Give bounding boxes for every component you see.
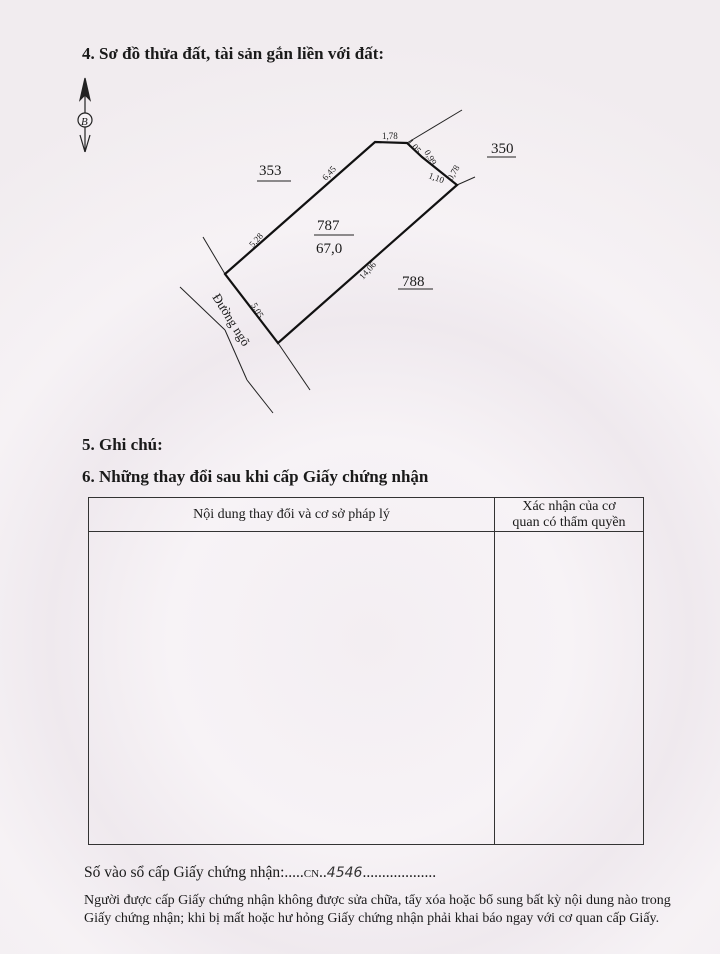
edge-length: 1,10 [427,170,446,186]
column-header-confirmation [495,498,644,532]
neighbor-parcel: 788 [402,274,425,290]
register-label: Số vào sổ cấp Giấy chứng nhận:..... [84,864,304,881]
edge-length: 6,45 [320,163,339,183]
table-row [89,532,644,845]
section-5-title: 5. Ghi chú: [82,435,163,454]
parcel-area: 67,0 [316,241,343,257]
edge-length: 1,78 [382,131,398,141]
edge-length: 14,06 [357,259,379,282]
register-separator: .. [319,864,327,881]
section-6-title: 6. Những thay đổi sau khi cấp Giấy chứng nhận [82,467,429,486]
edge-length: 5,05 [249,301,266,320]
content-cell[interactable] [89,532,495,845]
edge-length: 1,05 [405,136,424,156]
register-dots: ................... [362,864,437,881]
column-header-line: Xác nhận của cơ [522,498,616,514]
parcel-number: 787 [317,218,340,234]
neighbor-parcel: 353 [259,163,282,179]
road-edge-line [247,380,273,413]
north-arrow-icon [78,78,92,152]
edge-length: 0,99 [422,148,439,167]
edge-length: 5,28 [247,230,266,250]
north-label: B [81,116,88,128]
changes-table [88,497,644,845]
parcel-diagram [0,0,720,440]
register-number-line [84,864,436,882]
footer-note-line: Giấy chứng nhận; khi bị mất hoặc hư hỏng Giấy chứng nhận phải khai báo ngay với cơ quan cấp Giấy. [84,911,660,926]
column-header-line: quan có thẩm quyền [512,514,626,530]
section-4-title: 4. Sơ đồ thửa đất, tài sản gắn liền với đất: [82,44,385,63]
road-label: Đường ngõ [209,290,254,349]
boundary-extension-line [457,177,475,185]
register-prefix: CN [303,868,320,880]
table-header-row [89,498,644,532]
neighbor-parcel: 350 [491,141,514,157]
edge-length: 0,78 [445,163,462,182]
road-edge-line [203,237,225,274]
register-number: 4546 [326,865,363,881]
column-header-content: Nội dung thay đổi và cơ sở pháp lý [89,498,495,532]
footer-note-line: Người được cấp Giấy chứng nhận không được sửa chữa, tẩy xóa hoặc bổ sung bất kỳ nội dung nào trong [84,893,671,908]
road-edge-line [278,343,310,390]
confirmation-cell[interactable] [495,532,644,845]
